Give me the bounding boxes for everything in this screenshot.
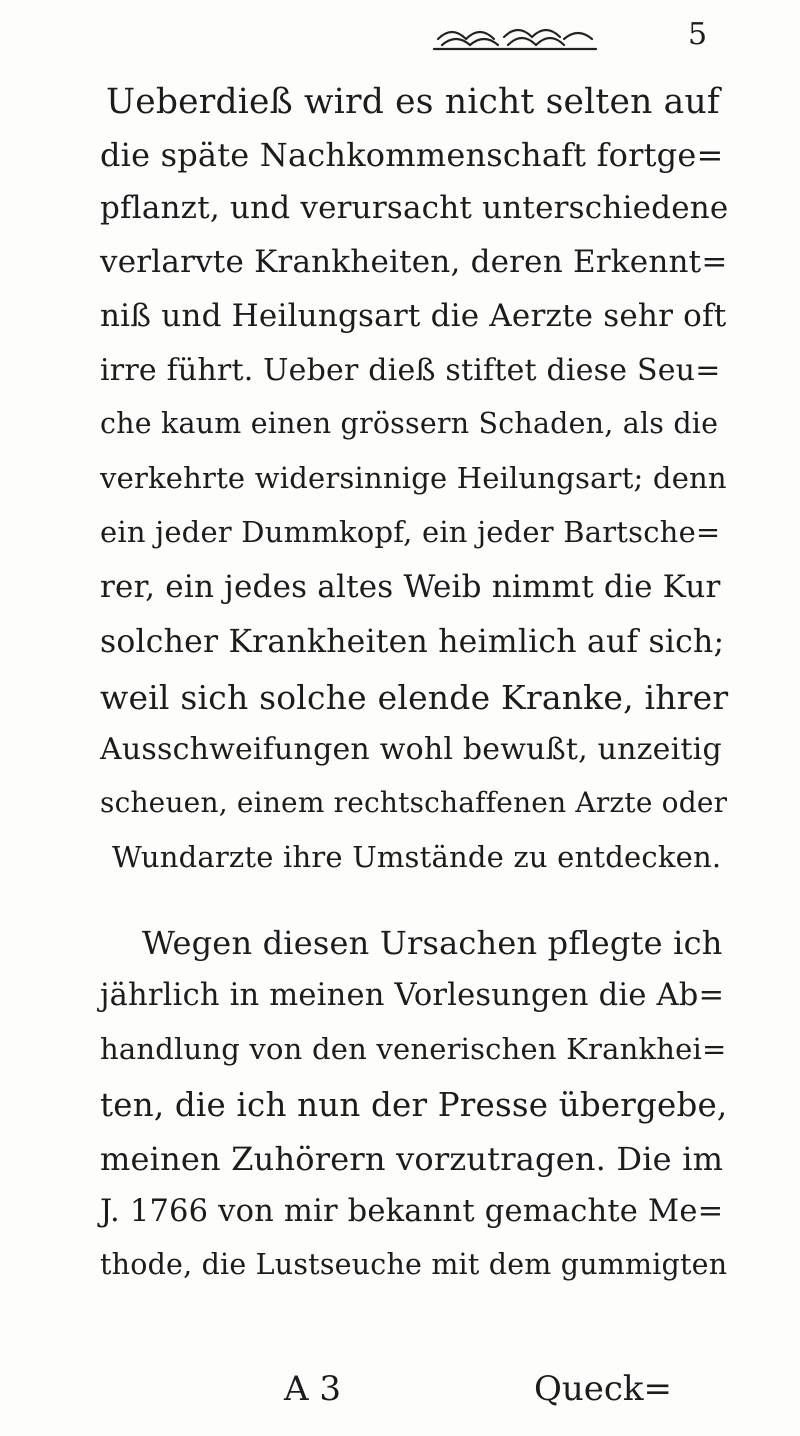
text-line: verlarvte Krankheiten, deren Erkennt= (100, 244, 728, 280)
catchword: Queck= (534, 1369, 673, 1409)
page-number: 5 (688, 17, 708, 52)
text-line: niß und Heilungsart die Aerzte sehr oft (100, 298, 727, 334)
text-line: handlung von den venerischen Krankhei= (100, 1032, 727, 1066)
text-line: solcher Krankheiten heimlich auf sich; (100, 624, 725, 660)
text-line: Ausschweifungen wohl bewußt, unzeitig (100, 732, 722, 767)
header-ornament (430, 15, 600, 55)
text-line: meinen Zuhörern vorzutragen. Die im (100, 1140, 724, 1178)
text-line: rer, ein jedes altes Weib nimmt die Kur (100, 569, 721, 605)
text-line: che kaum einen grössern Schaden, als die (100, 407, 719, 440)
text-line: verkehrte widersinnige Heilungsart; denn (100, 461, 727, 495)
text-line: ten, die ich nun der Presse übergebe, (100, 1086, 728, 1124)
text-line: pflanzt, und verursacht unterschiedene (100, 190, 729, 226)
text-line: irre führt. Ueber dieß stiftet diese Seu= (100, 353, 721, 388)
text-line: ein jeder Dummkopf, ein jeder Bartsche= (100, 515, 721, 549)
signature-mark: A 3 (284, 1369, 341, 1409)
text-line: thode, die Lustseuche mit dem gummigten (100, 1248, 728, 1281)
text-line: jährlich in meinen Vorlesungen die Ab= (100, 978, 725, 1013)
text-line: Wegen diesen Ursachen pflegte ich (142, 924, 723, 962)
text-line: die späte Nachkommenschaft fortge= (100, 136, 724, 174)
text-line: weil sich solche elende Kranke, ihrer (100, 678, 729, 717)
text-line: Wundarzte ihre Umstände zu entdecken. (112, 840, 722, 874)
text-line: scheuen, einem rechtschaffenen Arzte oder (100, 786, 728, 819)
text-line: Ueberdieß wird es nicht selten auf (106, 82, 720, 122)
text-line: J. 1766 von mir bekannt gemachte Me= (100, 1194, 724, 1229)
